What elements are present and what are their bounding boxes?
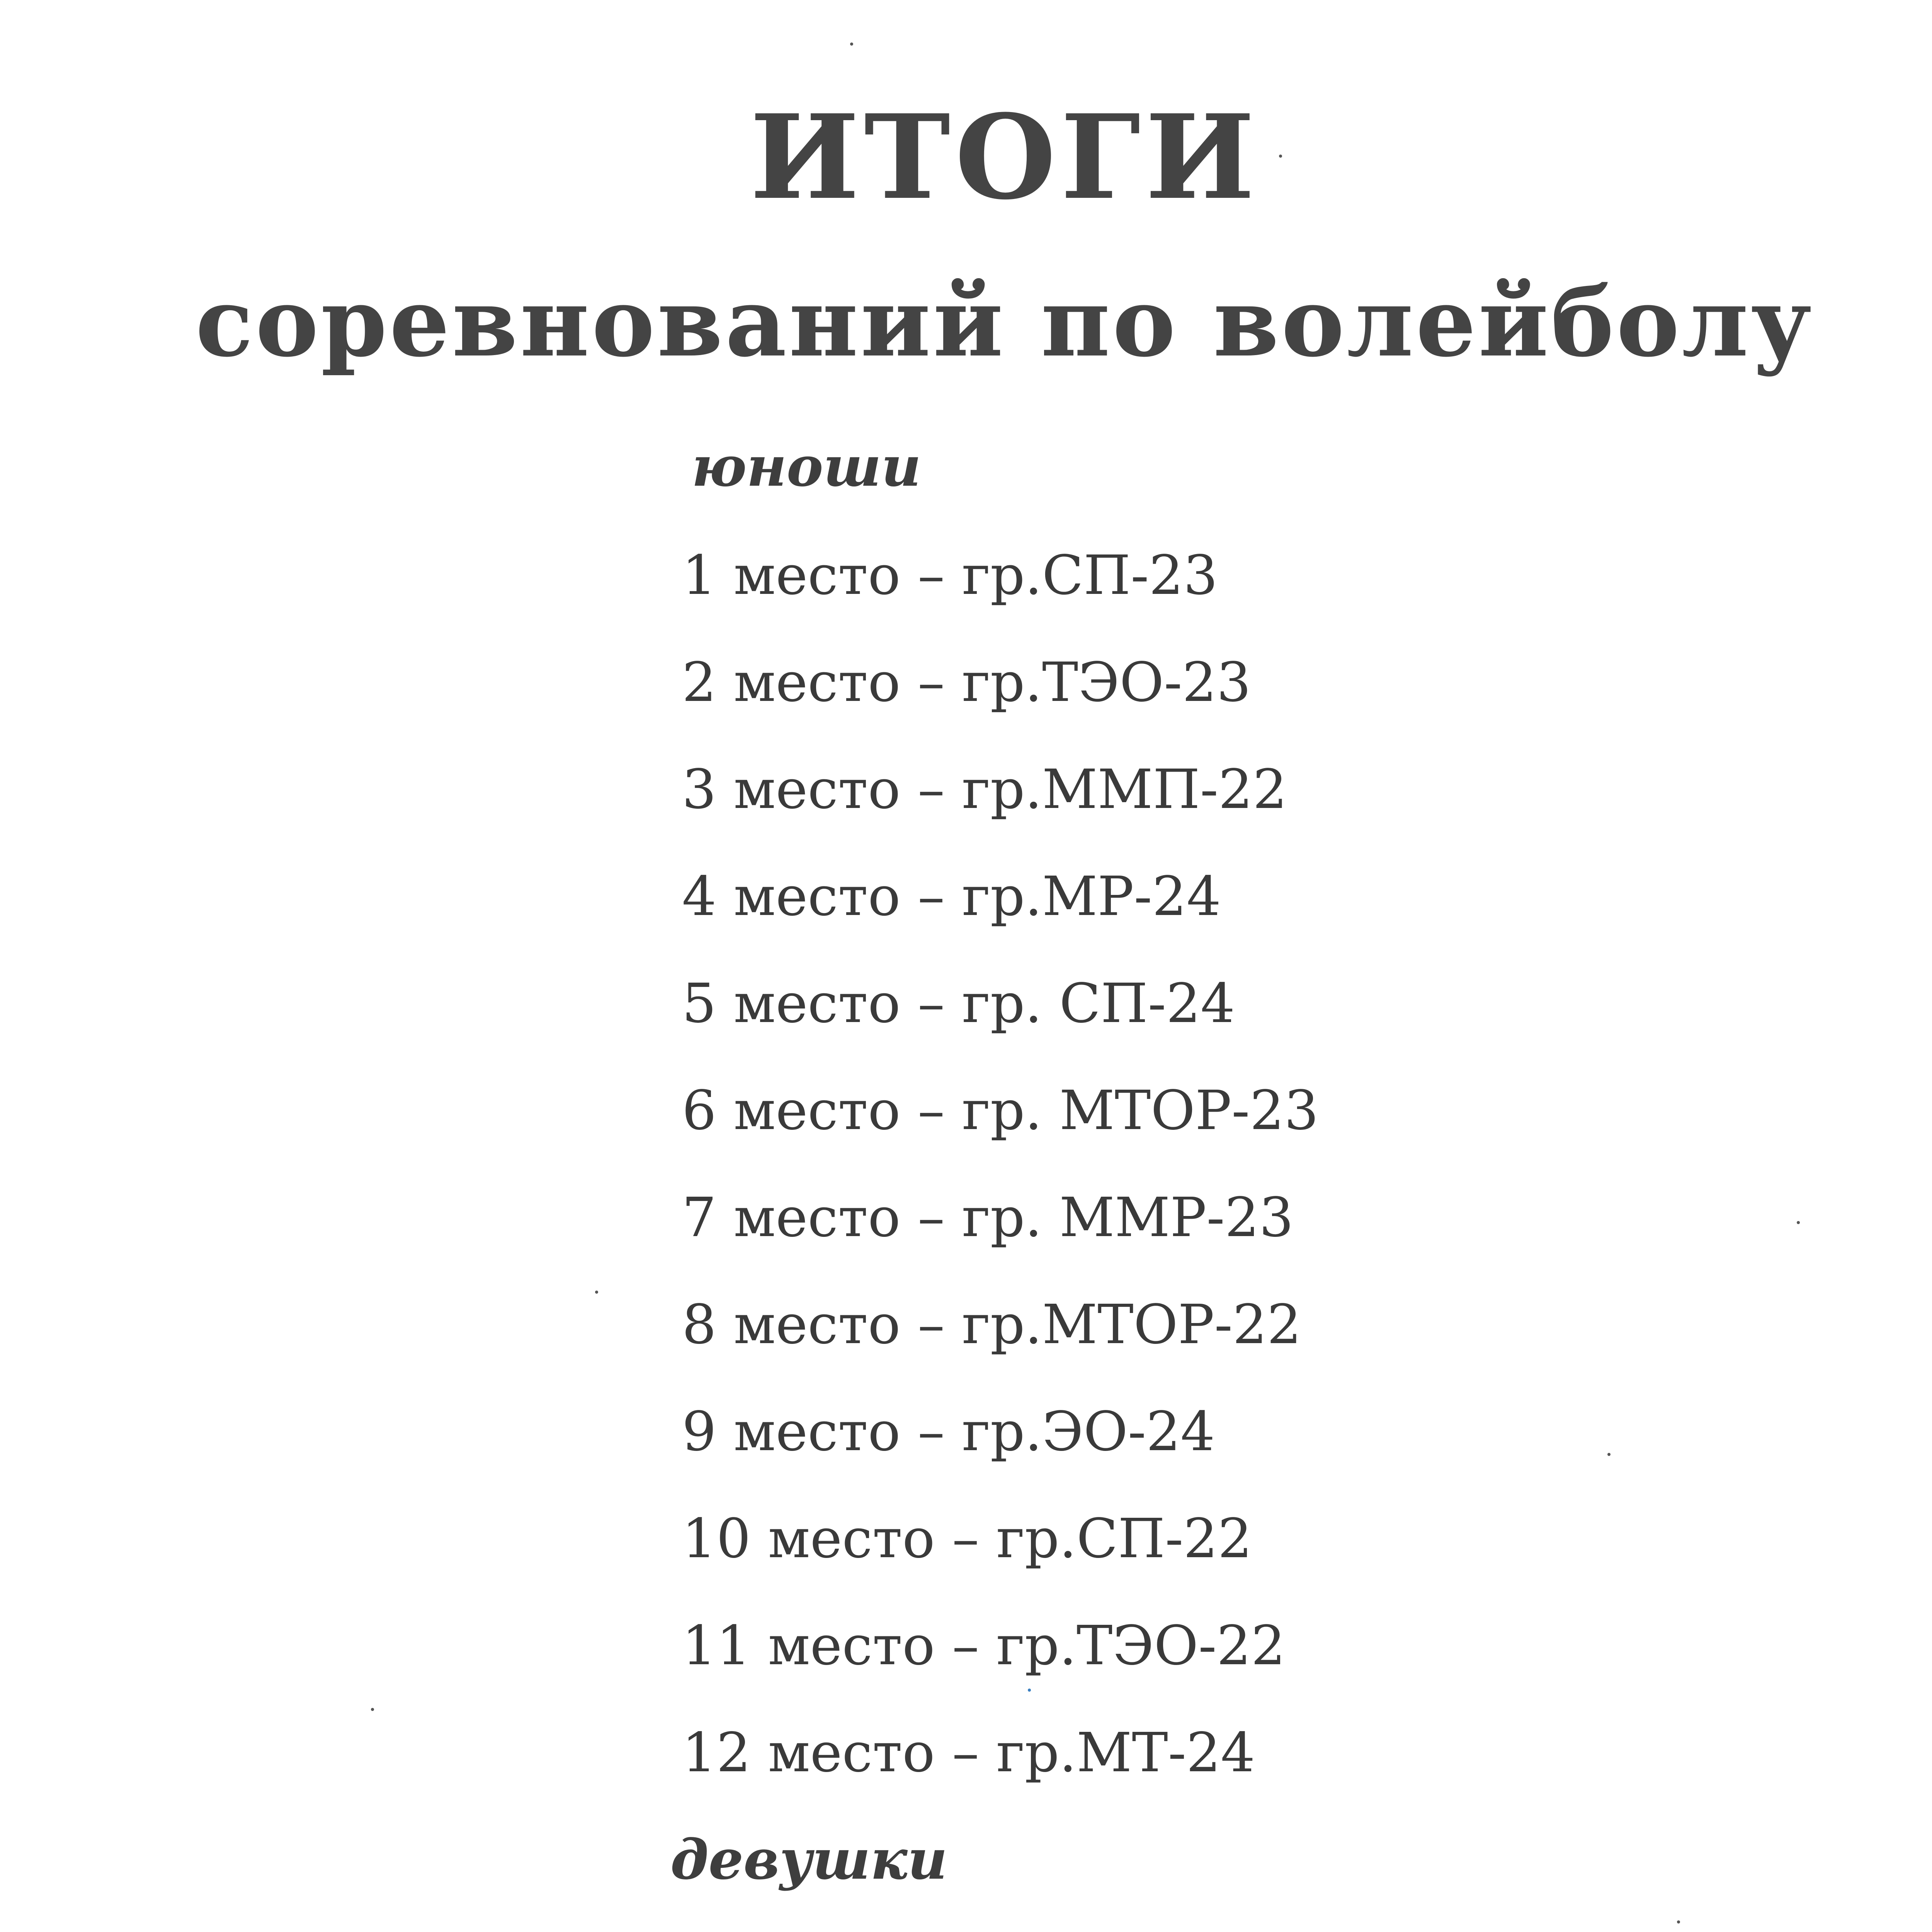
scan-speck [595,1291,598,1294]
boys-result-item: 8 место – гр.МТОР-22 [682,1293,1302,1356]
boys-result-item: 9 место – гр.ЭО-24 [682,1400,1215,1463]
scan-speck [1677,1920,1680,1923]
boys-result-item: 2 место – гр.ТЭО-23 [682,651,1251,714]
boys-result-item: 11 место – гр.ТЭО-22 [682,1614,1286,1677]
boys-heading: юноши [692,435,921,499]
boys-result-item: 1 место – гр.СП-23 [682,544,1218,607]
boys-result-item: 7 место – гр. ММР-23 [682,1186,1294,1249]
boys-result-item: 6 место – гр. МТОР-23 [682,1079,1319,1142]
scan-speck [1797,1221,1800,1224]
boys-result-item: 3 место – гр.ММП-22 [682,758,1287,821]
boys-result-item: 4 место – гр.МР-24 [682,865,1221,928]
document-subtitle: соревнований по волейболу [195,267,1814,378]
scan-speck [1028,1689,1031,1692]
scan-speck [1279,155,1282,158]
scan-speck [371,1708,374,1711]
boys-result-item: 12 место – гр.МТ-24 [682,1721,1255,1784]
scan-speck [850,43,853,46]
girls-heading: девушки [670,1828,947,1892]
boys-result-item: 5 место – гр. СП-24 [682,972,1235,1035]
boys-result-item: 10 место – гр.СП-22 [682,1507,1252,1570]
document-title: ИТОГИ [750,89,1260,225]
scan-speck [1607,1453,1611,1456]
